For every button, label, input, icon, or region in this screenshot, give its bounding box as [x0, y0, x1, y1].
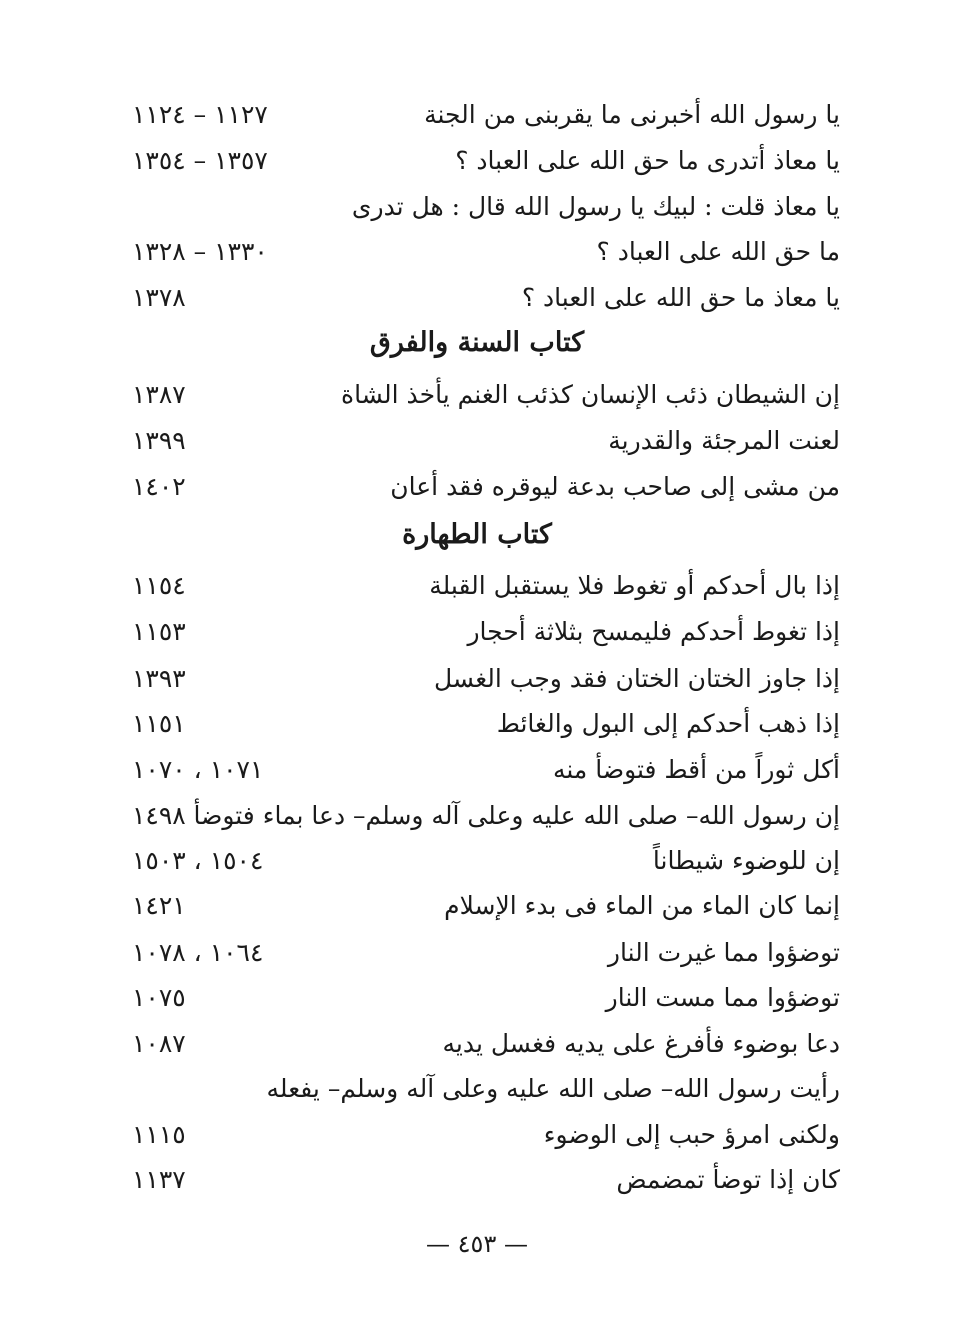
hadith-text: لعنت المرجئة والقدرية — [608, 426, 840, 455]
hadith-refs: ١٣٩٣ — [132, 664, 186, 693]
index-entry — [120, 229, 840, 275]
index-entry — [120, 372, 840, 418]
index-entry — [120, 609, 840, 655]
hadith-text: من مشى إلى صاحب بدعة ليوقره فقد أعان — [390, 472, 840, 501]
hadith-text: يا معاذ أتدرى ما حق الله على العباد ؟ — [455, 146, 840, 175]
section-heading: كتاب السنة والفرق — [369, 327, 585, 358]
hadith-refs: ١٣٧٨ — [132, 283, 186, 312]
hadith-refs: ١١١٥ — [132, 1120, 186, 1149]
index-entry — [120, 1021, 840, 1067]
index-entry — [120, 464, 840, 510]
hadith-text: دعا بوضوء فأفرغ على يديه فغسل يديه — [442, 1029, 840, 1058]
hadith-text: إن للوضوء شيطاناً — [652, 846, 840, 875]
hadith-refs: ١٠٧٥ — [132, 983, 186, 1012]
hadith-refs: ١٣٣٠ – ١٣٢٨ — [132, 237, 268, 266]
index-entry — [120, 656, 840, 702]
index-entry — [120, 1112, 840, 1158]
index-entry — [120, 92, 840, 138]
index-entry — [120, 883, 840, 929]
hadith-refs: ١١٣٧ — [132, 1165, 186, 1194]
hadith-text: يا معاذ ما حق الله على العباد ؟ — [521, 283, 840, 312]
index-entry — [120, 1066, 840, 1112]
index-entry — [120, 1157, 840, 1203]
hadith-refs: ١٤٩٨ — [132, 801, 186, 830]
hadith-refs: ١٥٠٤ ، ١٥٠٣ — [132, 846, 264, 875]
index-entry — [120, 418, 840, 464]
hadith-text: إنما كان الماء من الماء فى بدء الإسلام — [444, 891, 840, 920]
index-entry — [120, 275, 840, 321]
hadith-text: ما حق الله على العباد ؟ — [596, 237, 840, 266]
hadith-text: إذا جاوز الختان الختان فقد وجب الغسل — [433, 664, 840, 693]
hadith-text: يا معاذ قلت : لبيك يا رسول الله قال : هل تدرى — [351, 192, 840, 221]
index-entry — [120, 563, 840, 609]
hadith-refs: ١٠٨٧ — [132, 1029, 186, 1058]
index-entry — [120, 184, 840, 230]
index-entry — [120, 930, 840, 976]
index-entry — [120, 138, 840, 184]
hadith-text: إن الشيطان ذئب الإنسان كذئب الغنم يأخذ الشاة — [341, 380, 840, 409]
hadith-refs: ١٣٨٧ — [132, 380, 186, 409]
hadith-refs: ١١٥٤ — [132, 571, 186, 600]
section-heading: كتاب الطهارة — [402, 519, 552, 550]
hadith-text: أكل ثوراً من أقط فتوضأ منه — [552, 755, 840, 784]
hadith-refs: ١٤٢١ — [132, 891, 186, 920]
hadith-text: إذا تغوط أحدكم فليمسح بثلاثة أحجار — [467, 617, 840, 646]
hadith-text: كان إذا توضأ تمضمض — [616, 1165, 840, 1194]
hadith-text: إذا بال أحدكم أو تغوط فلا يستقبل القبلة — [429, 571, 840, 600]
hadith-text: يا رسول الله أخبرنى ما يقربنى من الجنة — [424, 100, 840, 129]
page-number: — ٤٥٣ — — [426, 1230, 528, 1258]
hadith-text: ولكنى امرؤ حبب إلى الوضوء — [543, 1120, 840, 1149]
index-entry — [120, 793, 840, 839]
index-entry — [120, 747, 840, 793]
index-entry — [120, 838, 840, 884]
hadith-refs: ١١٥١ — [132, 709, 186, 738]
hadith-text: رأيت رسول الله– صلى الله عليه وعلى آله وسلم– يفعله — [266, 1074, 840, 1103]
hadith-text: توضؤوا مما غيرت النار — [607, 938, 840, 967]
hadith-refs: ١٠٧١ ، ١٠٧٠ — [132, 755, 264, 784]
hadith-text: توضؤوا مما مست النار — [605, 983, 840, 1012]
hadith-refs: ١١٥٣ — [132, 617, 186, 646]
index-entry — [120, 975, 840, 1021]
hadith-refs: ١١٢٧ – ١١٢٤ — [132, 100, 268, 129]
hadith-text: إذا ذهب أحدكم إلى البول والغائط — [496, 709, 840, 738]
hadith-refs: ١٣٩٩ — [132, 426, 186, 455]
hadith-refs: ١٣٥٧ – ١٣٥٤ — [132, 146, 268, 175]
index-entry — [120, 701, 840, 747]
hadith-refs: ١٠٦٤ ، ١٠٧٨ — [132, 938, 264, 967]
hadith-refs: ١٤٠٢ — [132, 472, 186, 501]
hadith-text: إن رسول الله– صلى الله عليه وعلى آله وسلم– دعا بماء فتوضأ — [193, 801, 840, 830]
